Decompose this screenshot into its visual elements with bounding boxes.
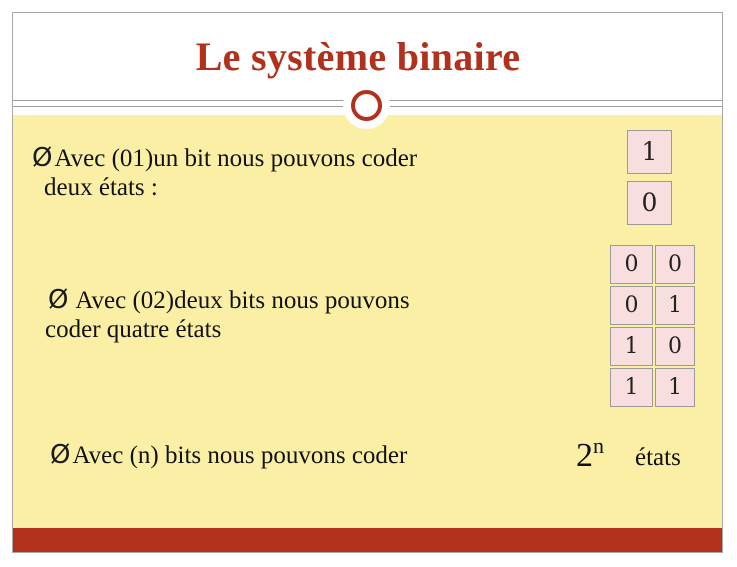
bullet-n-bits-text: Avec (n) bits nous pouvons coder [72, 442, 408, 469]
two-bit-cell: 0 [610, 245, 653, 284]
two-bit-cell: 0 [655, 327, 695, 366]
power-suffix: états [635, 444, 681, 471]
bullet-two-bits [45, 285, 410, 344]
bullet-one-bit-line2: deux états : [44, 174, 158, 201]
bullet-one-bit [32, 144, 417, 202]
power-expression [576, 433, 604, 475]
bullet-n-bits [50, 441, 407, 470]
two-bit-cell: 1 [610, 368, 653, 407]
bullet-two-bits-line1: Avec (02)deux bits nous pouvons [70, 287, 410, 314]
one-bit-cell: 1 [627, 130, 672, 174]
slide-footer-bar [13, 528, 722, 552]
two-bit-cell: 1 [655, 286, 695, 325]
one-bit-cell: 0 [627, 181, 672, 225]
two-bit-cell: 1 [655, 368, 695, 407]
power-base: 2 [576, 437, 593, 474]
bullet-two-bits-line2: coder quatre états [45, 316, 222, 343]
two-bit-cell: 0 [655, 245, 695, 284]
arrow-bullet-icon: Ø [50, 440, 71, 470]
two-bit-cell: 1 [610, 327, 653, 366]
bullet-one-bit-line1: Avec (01)un bit nous pouvons coder [54, 145, 418, 172]
two-bit-cell: 0 [610, 286, 653, 325]
arrow-bullet-icon: Ø [32, 143, 53, 173]
arrow-bullet-icon: Ø [48, 285, 69, 315]
ring-icon [351, 90, 382, 121]
circle-ornament [343, 82, 390, 129]
slide-title: Le système binaire [195, 34, 521, 79]
power-exponent: n [593, 433, 604, 458]
